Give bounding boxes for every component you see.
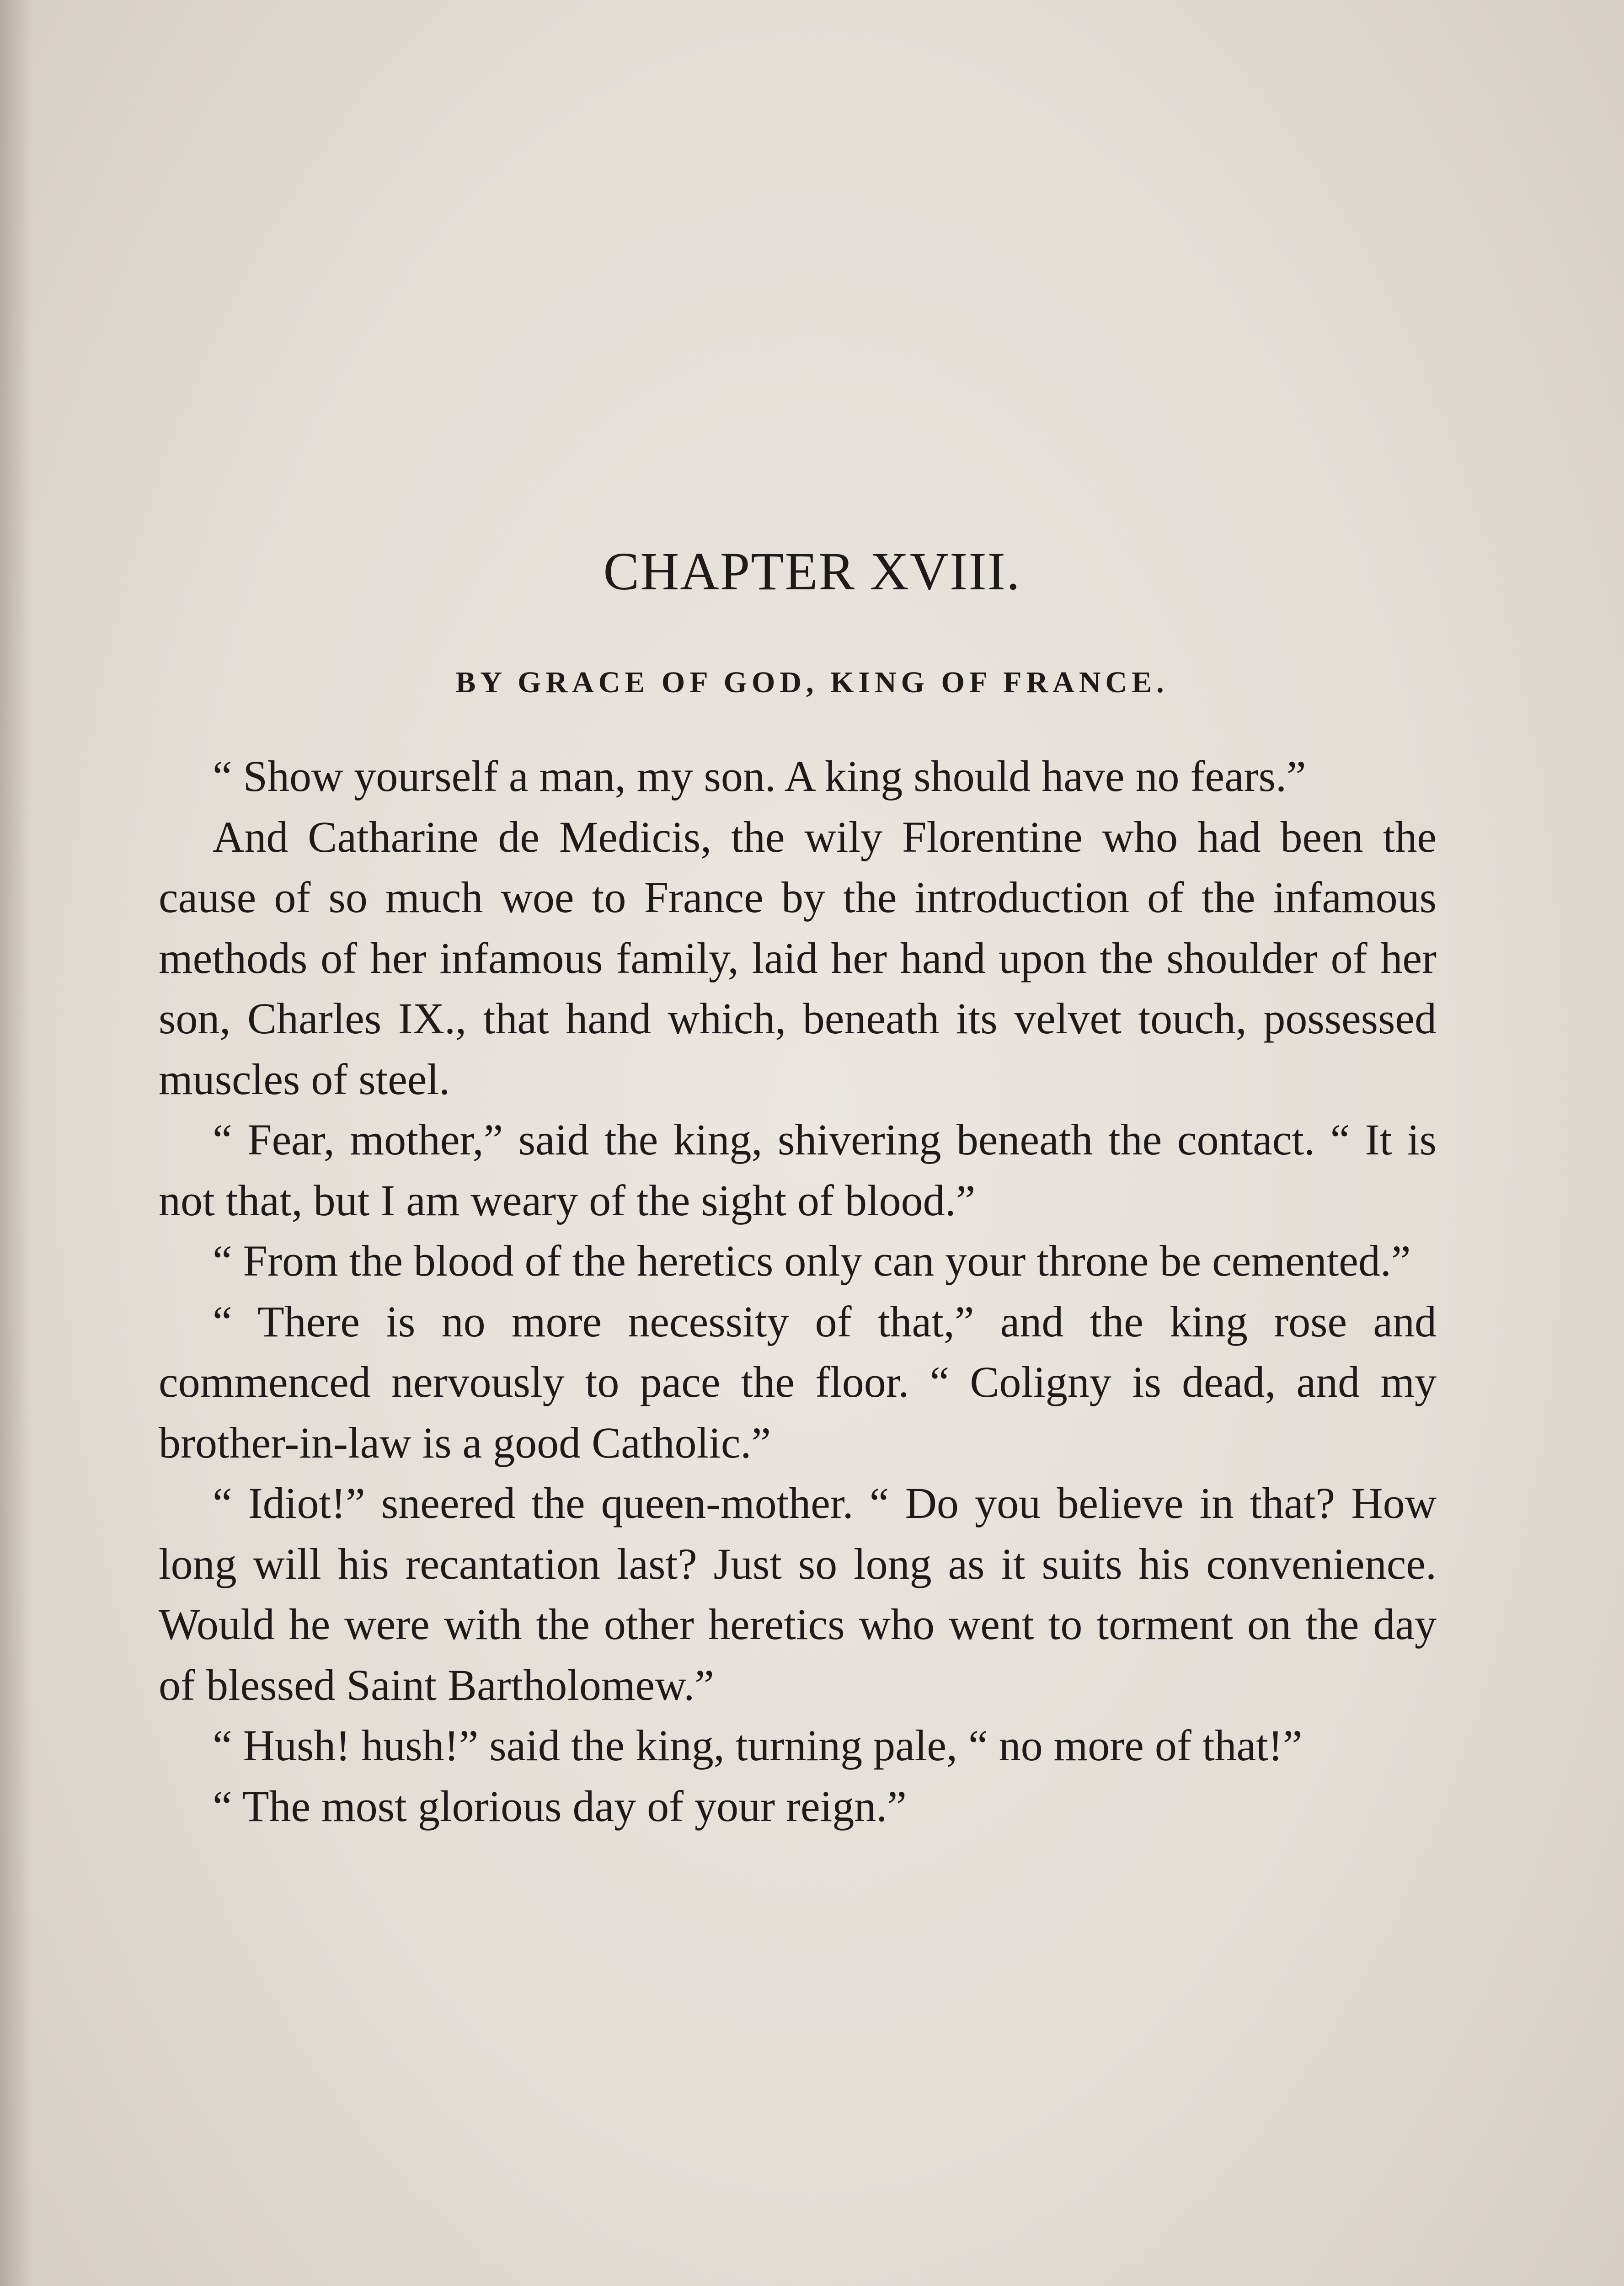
paragraph: “ From the blood of the heretics only can your throne be cemented.” — [213, 1236, 1411, 1285]
paragraph: “ Hush! hush!” said the king, turning pale, “ no more of that!” — [213, 1721, 1303, 1770]
paragraph: “ Show yourself a man, my son. A king should have no fears.” — [213, 752, 1306, 801]
body-text — [159, 746, 1437, 1837]
page-edge-shadow — [0, 0, 32, 2286]
paragraph: “ There is no more necessity of that,” and the king rose and commenced nervously to pace the floor. “ Coligny is dead, and my brother-in-law is a good Catholic.” — [159, 1297, 1437, 1467]
chapter-title — [0, 537, 1624, 606]
paragraph: “ The most glorious day of your reign.” — [213, 1781, 907, 1831]
chapter-title-text: CHAPTER XVIII. — [603, 541, 1021, 601]
paragraph: “ Fear, mother,” said the king, shivering beneath the contact. “ It is not that, but I am weary of the sight of blood.” — [159, 1115, 1437, 1225]
paragraph: “ Idiot!” sneered the queen-mother. “ Do you believe in that? How long will his recantation last? Just so long as it suits his convenience. Would he were with the other heretics who went to torment on the day of blessed Saint Bartholomew.” — [159, 1479, 1437, 1709]
chapter-subtitle: BY GRACE OF GOD, KING OF FRANCE. — [455, 666, 1169, 699]
paragraph: And Catharine de Medicis, the wily Florentine who had been the cause of so much woe to France by the introduction of the infamous methods of her infamous family, laid her hand upon the shoulder of her son, Charles IX., that hand which, beneath its velvet touch, possessed muscles of steel. — [159, 812, 1437, 1104]
